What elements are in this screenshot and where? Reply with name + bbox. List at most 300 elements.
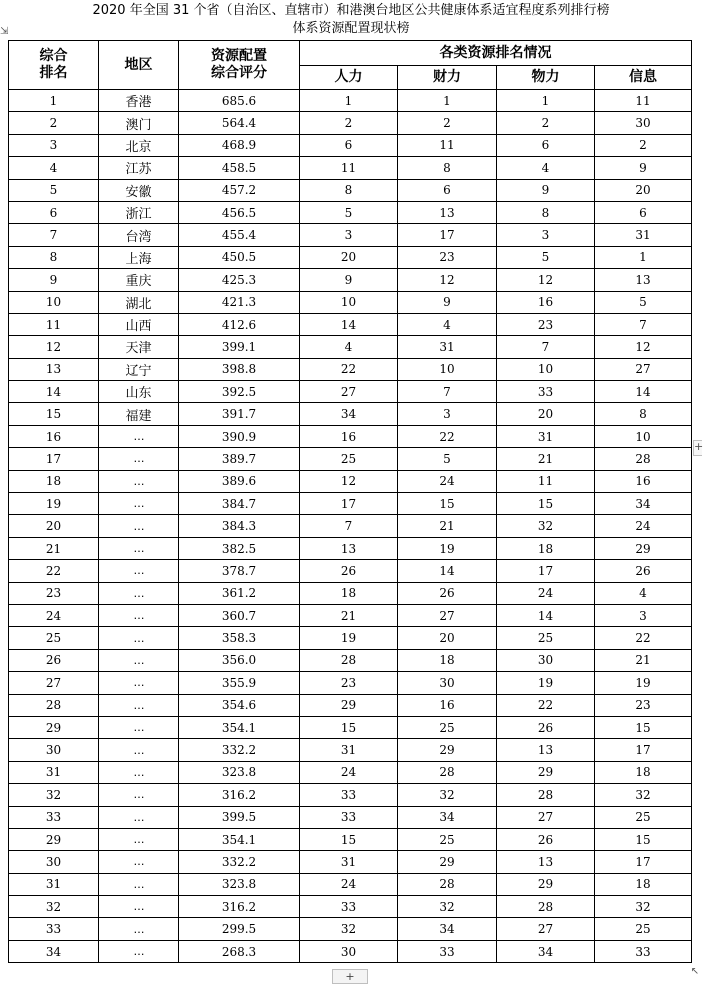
cell-score: 399.5: [179, 806, 300, 828]
table-row: [9, 784, 692, 806]
cell-region: …: [99, 672, 179, 694]
cell-human-rank: 10: [300, 291, 398, 313]
cell-region: 浙江: [99, 201, 179, 223]
cell-finance-rank: 34: [398, 918, 497, 940]
cell-score: 360.7: [179, 604, 300, 626]
table-row: [9, 537, 692, 559]
table-row: [9, 313, 692, 335]
cell-finance-rank: 33: [398, 940, 497, 962]
cell-rank: 30: [9, 851, 99, 873]
document-title: 2020 年全国 31 个省（自治区、直辖市）和港澳台地区公共健康体系适宜程度系列排行榜: [92, 3, 610, 18]
cell-rank: 33: [9, 806, 99, 828]
cell-info-rank: 5: [595, 291, 692, 313]
cell-finance-rank: 6: [398, 179, 497, 201]
cell-region: 北京: [99, 134, 179, 156]
cell-finance-rank: 5: [398, 448, 497, 470]
cell-material-rank: 26: [497, 716, 595, 738]
cell-material-rank: 23: [497, 313, 595, 335]
header-score: [179, 41, 300, 90]
cell-finance-rank: 10: [398, 358, 497, 380]
cell-score: 450.5: [179, 246, 300, 268]
cell-region: 澳门: [99, 112, 179, 134]
cell-score: 457.2: [179, 179, 300, 201]
cell-human-rank: 30: [300, 940, 398, 962]
cell-finance-rank: 14: [398, 560, 497, 582]
cell-material-rank: 17: [497, 560, 595, 582]
table-row: [9, 761, 692, 783]
cell-material-rank: 24: [497, 582, 595, 604]
table-row: [9, 157, 692, 179]
cell-finance-rank: 29: [398, 739, 497, 761]
cell-material-rank: 26: [497, 828, 595, 850]
cell-rank: 9: [9, 269, 99, 291]
cell-finance-rank: 18: [398, 649, 497, 671]
cell-info-rank: 28: [595, 448, 692, 470]
cell-region: 湖北: [99, 291, 179, 313]
cell-region: …: [99, 604, 179, 626]
cell-human-rank: 13: [300, 537, 398, 559]
cell-material-rank: 21: [497, 448, 595, 470]
cell-info-rank: 19: [595, 672, 692, 694]
cell-human-rank: 5: [300, 201, 398, 223]
cell-info-rank: 2: [595, 134, 692, 156]
header-human: 人力: [300, 66, 398, 90]
cell-material-rank: 29: [497, 761, 595, 783]
cell-region: …: [99, 694, 179, 716]
cell-rank: 26: [9, 649, 99, 671]
cell-finance-rank: 12: [398, 269, 497, 291]
cell-region: …: [99, 515, 179, 537]
cell-finance-rank: 30: [398, 672, 497, 694]
table-row: [9, 940, 692, 962]
cell-info-rank: 27: [595, 358, 692, 380]
cell-info-rank: 17: [595, 739, 692, 761]
cell-material-rank: 4: [497, 157, 595, 179]
cell-human-rank: 3: [300, 224, 398, 246]
cell-material-rank: 18: [497, 537, 595, 559]
cell-material-rank: 27: [497, 806, 595, 828]
cell-score: 361.2: [179, 582, 300, 604]
cell-info-rank: 25: [595, 918, 692, 940]
table-row: [9, 649, 692, 671]
cell-material-rank: 33: [497, 381, 595, 403]
cell-region: …: [99, 493, 179, 515]
cell-score: 391.7: [179, 403, 300, 425]
table-row: [9, 134, 692, 156]
cell-info-rank: 11: [595, 90, 692, 112]
cell-rank: 2: [9, 112, 99, 134]
table-row: [9, 291, 692, 313]
cell-rank: 12: [9, 336, 99, 358]
cell-score: 455.4: [179, 224, 300, 246]
cell-finance-rank: 7: [398, 381, 497, 403]
cell-finance-rank: 32: [398, 896, 497, 918]
table-row: [9, 358, 692, 380]
resize-handle-icon[interactable]: ↖: [690, 966, 699, 977]
cell-info-rank: 20: [595, 179, 692, 201]
table-row: [9, 201, 692, 223]
table-row: [9, 716, 692, 738]
cell-human-rank: 33: [300, 784, 398, 806]
table-row: [9, 896, 692, 918]
table-row: [9, 918, 692, 940]
cell-rank: 15: [9, 403, 99, 425]
cell-rank: 29: [9, 716, 99, 738]
cell-region: …: [99, 470, 179, 492]
cell-score: 389.7: [179, 448, 300, 470]
cell-material-rank: 13: [497, 851, 595, 873]
table-row: [9, 403, 692, 425]
table-row: [9, 336, 692, 358]
cell-score: 323.8: [179, 761, 300, 783]
cell-finance-rank: 2: [398, 112, 497, 134]
cell-score: 456.5: [179, 201, 300, 223]
header-finance: 财力: [398, 66, 497, 90]
header-score-line2: 综合评分: [211, 65, 267, 81]
cell-info-rank: 14: [595, 381, 692, 403]
cell-region: …: [99, 448, 179, 470]
cell-info-rank: 24: [595, 515, 692, 537]
cell-info-rank: 23: [595, 694, 692, 716]
cell-region: 重庆: [99, 269, 179, 291]
table-row: [9, 448, 692, 470]
cell-human-rank: 33: [300, 896, 398, 918]
header-region: 地区: [99, 41, 179, 90]
cell-score: 299.5: [179, 918, 300, 940]
cell-finance-rank: 11: [398, 134, 497, 156]
cell-finance-rank: 31: [398, 336, 497, 358]
cell-human-rank: 31: [300, 851, 398, 873]
cell-human-rank: 15: [300, 716, 398, 738]
cell-rank: 19: [9, 493, 99, 515]
cell-info-rank: 34: [595, 493, 692, 515]
cell-finance-rank: 16: [398, 694, 497, 716]
cell-material-rank: 20: [497, 403, 595, 425]
cell-region: …: [99, 627, 179, 649]
cell-human-rank: 14: [300, 313, 398, 335]
cell-score: 378.7: [179, 560, 300, 582]
cell-human-rank: 4: [300, 336, 398, 358]
cell-material-rank: 32: [497, 515, 595, 537]
cell-finance-rank: 4: [398, 313, 497, 335]
cell-rank: 16: [9, 425, 99, 447]
cell-rank: 23: [9, 582, 99, 604]
cell-rank: 32: [9, 896, 99, 918]
cell-material-rank: 31: [497, 425, 595, 447]
cell-info-rank: 3: [595, 604, 692, 626]
cell-rank: 29: [9, 828, 99, 850]
cell-human-rank: 8: [300, 179, 398, 201]
cell-rank: 13: [9, 358, 99, 380]
cell-human-rank: 21: [300, 604, 398, 626]
table-row: [9, 560, 692, 582]
header-score-line1: 资源配置: [211, 48, 267, 64]
cell-finance-rank: 26: [398, 582, 497, 604]
cell-info-rank: 12: [595, 336, 692, 358]
cell-region: …: [99, 851, 179, 873]
cell-info-rank: 26: [595, 560, 692, 582]
cell-region: 天津: [99, 336, 179, 358]
table-anchor-icon[interactable]: ⇲: [0, 26, 9, 37]
cell-finance-rank: 17: [398, 224, 497, 246]
cell-rank: 8: [9, 246, 99, 268]
cell-info-rank: 32: [595, 896, 692, 918]
cell-human-rank: 11: [300, 157, 398, 179]
cell-finance-rank: 19: [398, 537, 497, 559]
cell-material-rank: 6: [497, 134, 595, 156]
cell-rank: 18: [9, 470, 99, 492]
cell-rank: 10: [9, 291, 99, 313]
cell-material-rank: 5: [497, 246, 595, 268]
cell-score: 398.8: [179, 358, 300, 380]
cell-material-rank: 30: [497, 649, 595, 671]
table-body: [9, 90, 692, 963]
cell-region: …: [99, 739, 179, 761]
header-rank-line2: 排名: [39, 65, 68, 81]
table-row: [9, 224, 692, 246]
header-info: 信息: [595, 66, 692, 90]
cell-score: 316.2: [179, 784, 300, 806]
cell-material-rank: 3: [497, 224, 595, 246]
cell-region: …: [99, 582, 179, 604]
cell-info-rank: 15: [595, 828, 692, 850]
cell-finance-rank: 21: [398, 515, 497, 537]
table-row: [9, 627, 692, 649]
cell-info-rank: 15: [595, 716, 692, 738]
cell-rank: 7: [9, 224, 99, 246]
table-row: [9, 806, 692, 828]
cell-score: 332.2: [179, 739, 300, 761]
cell-region: 香港: [99, 90, 179, 112]
header-resource-group: 各类资源排名情况: [300, 41, 692, 66]
cell-finance-rank: 29: [398, 851, 497, 873]
cell-material-rank: 34: [497, 940, 595, 962]
cell-rank: 27: [9, 672, 99, 694]
cell-region: 台湾: [99, 224, 179, 246]
cell-rank: 34: [9, 940, 99, 962]
cell-material-rank: 16: [497, 291, 595, 313]
cell-rank: 5: [9, 179, 99, 201]
cell-human-rank: 26: [300, 560, 398, 582]
table-row: [9, 90, 692, 112]
cell-info-rank: 10: [595, 425, 692, 447]
cell-finance-rank: 15: [398, 493, 497, 515]
cell-rank: 33: [9, 918, 99, 940]
cell-region: …: [99, 784, 179, 806]
cell-material-rank: 13: [497, 739, 595, 761]
cell-human-rank: 16: [300, 425, 398, 447]
document-subtitle: 体系资源配置现状榜: [292, 21, 410, 36]
cell-rank: 32: [9, 784, 99, 806]
cell-score: 685.6: [179, 90, 300, 112]
cell-score: 421.3: [179, 291, 300, 313]
table-row: [9, 873, 692, 895]
table-row: [9, 694, 692, 716]
cell-score: 399.1: [179, 336, 300, 358]
cell-rank: 21: [9, 537, 99, 559]
cell-material-rank: 11: [497, 470, 595, 492]
add-column-icon[interactable]: +: [693, 440, 702, 456]
cell-region: 辽宁: [99, 358, 179, 380]
cell-region: …: [99, 806, 179, 828]
cell-human-rank: 6: [300, 134, 398, 156]
cell-rank: 31: [9, 873, 99, 895]
cell-region: …: [99, 537, 179, 559]
cell-material-rank: 15: [497, 493, 595, 515]
cell-rank: 24: [9, 604, 99, 626]
cell-score: 316.2: [179, 896, 300, 918]
cell-info-rank: 21: [595, 649, 692, 671]
cell-score: 389.6: [179, 470, 300, 492]
table-row: [9, 739, 692, 761]
cell-rank: 6: [9, 201, 99, 223]
table-row: [9, 851, 692, 873]
cell-human-rank: 2: [300, 112, 398, 134]
cell-finance-rank: 8: [398, 157, 497, 179]
cell-score: 323.8: [179, 873, 300, 895]
cell-finance-rank: 20: [398, 627, 497, 649]
table-row: [9, 381, 692, 403]
table-row: [9, 269, 692, 291]
cell-rank: 25: [9, 627, 99, 649]
cell-region: 山西: [99, 313, 179, 335]
cell-info-rank: 17: [595, 851, 692, 873]
cell-finance-rank: 28: [398, 761, 497, 783]
cell-human-rank: 18: [300, 582, 398, 604]
cell-info-rank: 4: [595, 582, 692, 604]
cell-human-rank: 33: [300, 806, 398, 828]
cell-score: 382.5: [179, 537, 300, 559]
cell-region: …: [99, 560, 179, 582]
cell-human-rank: 29: [300, 694, 398, 716]
cell-score: 356.0: [179, 649, 300, 671]
cell-finance-rank: 23: [398, 246, 497, 268]
cell-material-rank: 28: [497, 896, 595, 918]
add-row-icon[interactable]: +: [332, 969, 368, 984]
cell-material-rank: 10: [497, 358, 595, 380]
cell-region: …: [99, 873, 179, 895]
cell-info-rank: 6: [595, 201, 692, 223]
cell-info-rank: 18: [595, 761, 692, 783]
cell-info-rank: 8: [595, 403, 692, 425]
cell-region: …: [99, 940, 179, 962]
cell-finance-rank: 1: [398, 90, 497, 112]
cell-rank: 4: [9, 157, 99, 179]
cell-info-rank: 7: [595, 313, 692, 335]
cell-info-rank: 18: [595, 873, 692, 895]
cell-score: 425.3: [179, 269, 300, 291]
cell-human-rank: 32: [300, 918, 398, 940]
cell-rank: 14: [9, 381, 99, 403]
cell-finance-rank: 27: [398, 604, 497, 626]
cell-info-rank: 16: [595, 470, 692, 492]
cell-rank: 3: [9, 134, 99, 156]
cell-region: …: [99, 761, 179, 783]
table-row: [9, 425, 692, 447]
cell-region: 上海: [99, 246, 179, 268]
cell-finance-rank: 25: [398, 828, 497, 850]
cell-material-rank: 9: [497, 179, 595, 201]
cell-region: …: [99, 896, 179, 918]
cell-finance-rank: 25: [398, 716, 497, 738]
cell-finance-rank: 32: [398, 784, 497, 806]
cell-region: 山东: [99, 381, 179, 403]
cell-score: 355.9: [179, 672, 300, 694]
cell-material-rank: 14: [497, 604, 595, 626]
cell-finance-rank: 9: [398, 291, 497, 313]
cell-rank: 30: [9, 739, 99, 761]
cell-info-rank: 33: [595, 940, 692, 962]
cell-material-rank: 28: [497, 784, 595, 806]
cell-human-rank: 20: [300, 246, 398, 268]
cell-info-rank: 1: [595, 246, 692, 268]
cell-material-rank: 29: [497, 873, 595, 895]
table-row: [9, 515, 692, 537]
cell-score: 390.9: [179, 425, 300, 447]
cell-human-rank: 12: [300, 470, 398, 492]
cell-material-rank: 19: [497, 672, 595, 694]
cell-finance-rank: 28: [398, 873, 497, 895]
cell-score: 412.6: [179, 313, 300, 335]
cell-material-rank: 1: [497, 90, 595, 112]
cell-score: 384.7: [179, 493, 300, 515]
cell-region: …: [99, 918, 179, 940]
table-row: [9, 672, 692, 694]
cell-human-rank: 15: [300, 828, 398, 850]
cell-material-rank: 12: [497, 269, 595, 291]
cell-info-rank: 25: [595, 806, 692, 828]
cell-info-rank: 9: [595, 157, 692, 179]
header-rank-line1: 综合: [39, 48, 68, 64]
cell-info-rank: 29: [595, 537, 692, 559]
header-rank: [9, 41, 99, 90]
table-row: [9, 470, 692, 492]
cell-human-rank: 34: [300, 403, 398, 425]
cell-info-rank: 13: [595, 269, 692, 291]
cell-human-rank: 23: [300, 672, 398, 694]
cell-region: …: [99, 828, 179, 850]
cell-rank: 1: [9, 90, 99, 112]
ranking-table: [8, 40, 692, 963]
header-material: 物力: [497, 66, 595, 90]
cell-finance-rank: 13: [398, 201, 497, 223]
cell-human-rank: 17: [300, 493, 398, 515]
cell-human-rank: 22: [300, 358, 398, 380]
cell-human-rank: 9: [300, 269, 398, 291]
cell-score: 268.3: [179, 940, 300, 962]
cell-human-rank: 25: [300, 448, 398, 470]
cell-rank: 17: [9, 448, 99, 470]
cell-score: 468.9: [179, 134, 300, 156]
cell-score: 564.4: [179, 112, 300, 134]
cell-human-rank: 24: [300, 761, 398, 783]
cell-human-rank: 27: [300, 381, 398, 403]
cell-info-rank: 31: [595, 224, 692, 246]
table-row: [9, 604, 692, 626]
table-row: [9, 582, 692, 604]
cell-material-rank: 7: [497, 336, 595, 358]
cell-score: 354.6: [179, 694, 300, 716]
cell-human-rank: 19: [300, 627, 398, 649]
table-row: [9, 112, 692, 134]
cell-score: 354.1: [179, 716, 300, 738]
cell-score: 332.2: [179, 851, 300, 873]
cell-human-rank: 7: [300, 515, 398, 537]
table-row: [9, 246, 692, 268]
cell-material-rank: 8: [497, 201, 595, 223]
table-row: [9, 493, 692, 515]
cell-region: 福建: [99, 403, 179, 425]
